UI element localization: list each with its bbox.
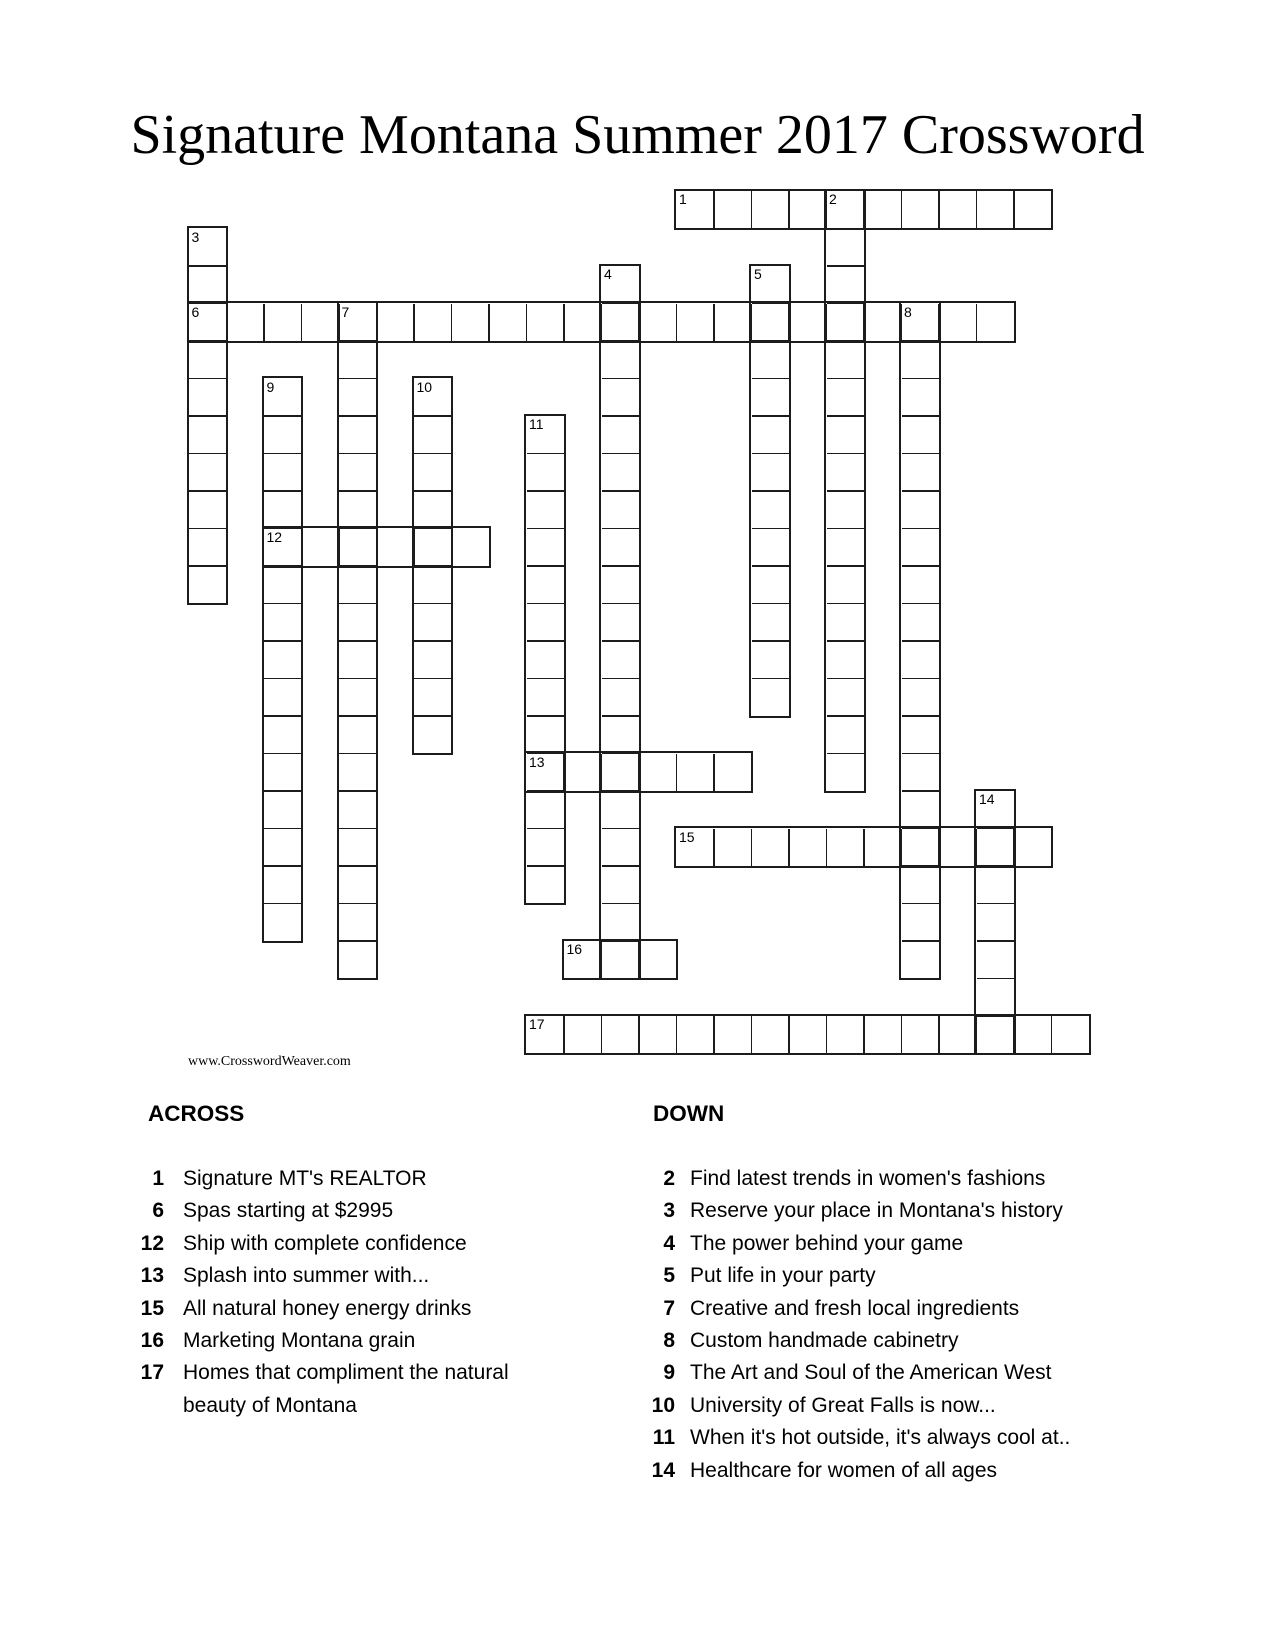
page-title: Signature Montana Summer 2017 Crossword (130, 104, 1145, 166)
cell-border (413, 304, 415, 342)
cell-border (414, 453, 452, 455)
clue-text: Spas starting at $2995 (183, 1199, 394, 1223)
cell-border (713, 754, 715, 792)
cell-border (189, 265, 227, 267)
word-outline-9-down (262, 376, 304, 943)
cell-border (827, 340, 865, 342)
cell-border (602, 903, 640, 905)
cell-border (788, 1016, 790, 1054)
cell-border (676, 754, 678, 792)
cell-border (264, 565, 302, 567)
cell-border (602, 415, 640, 417)
cell-border (902, 565, 940, 567)
cell-border (264, 790, 302, 792)
cell-border (339, 565, 377, 567)
across-clue-15 (130, 1293, 550, 1325)
cell-border (826, 1016, 828, 1054)
cell-border (602, 865, 640, 867)
across-heading: ACROSS (148, 1101, 245, 1126)
down-clue-2 (641, 1163, 1171, 1195)
cell-border (751, 191, 753, 229)
cell-border (902, 640, 940, 642)
cell-border (902, 415, 940, 417)
cell-border (902, 940, 940, 942)
cell-number-7: 7 (341, 303, 350, 320)
cell-border (527, 678, 565, 680)
cell-border (752, 378, 790, 380)
clue-text: Homes that compliment the natural beauty of Montana (183, 1361, 509, 1417)
cell-border (902, 340, 940, 342)
cell-border (827, 565, 865, 567)
cell-border (827, 640, 865, 642)
cell-border (902, 753, 940, 755)
cell-border (602, 565, 640, 567)
down-clue-10 (641, 1390, 1171, 1422)
across-clue-list (130, 1163, 550, 1422)
across-clue-6 (130, 1195, 550, 1227)
down-clue-4 (641, 1228, 1171, 1260)
cell-border (602, 453, 640, 455)
clue-text: All natural honey energy drinks (183, 1296, 472, 1320)
cell-border (527, 828, 565, 830)
across-clue-1 (130, 1163, 550, 1195)
cell-number-12: 12 (266, 528, 283, 545)
cell-border (339, 715, 377, 717)
cell-border (189, 490, 227, 492)
cell-number-8: 8 (904, 303, 912, 320)
cell-border (752, 303, 790, 305)
cell-border (339, 490, 377, 492)
cell-border (901, 191, 903, 229)
clue-number: 12 (140, 1231, 164, 1255)
cell-border (602, 603, 640, 605)
cell-border (602, 340, 640, 342)
cell-border (976, 304, 978, 342)
cell-border (752, 340, 790, 342)
cell-border (602, 303, 640, 305)
down-clue-14 (641, 1455, 1171, 1487)
cell-border (339, 453, 377, 455)
cell-border (788, 191, 790, 229)
cell-border (827, 228, 865, 230)
cell-border (752, 678, 790, 680)
cell-border (977, 828, 1015, 830)
cell-border (752, 415, 790, 417)
cell-border (751, 1016, 753, 1054)
cell-border (527, 453, 565, 455)
cell-border (339, 340, 377, 342)
cell-border (827, 453, 865, 455)
down-clue-11 (641, 1422, 1171, 1454)
clue-number: 5 (663, 1264, 675, 1288)
cell-border (752, 565, 790, 567)
cell-border (902, 453, 940, 455)
cell-number-11: 11 (529, 416, 544, 432)
clue-text: Healthcare for women of all ages (690, 1458, 997, 1482)
cell-border (902, 528, 940, 530)
cell-border (264, 753, 302, 755)
cell-border (189, 340, 227, 342)
cell-border (902, 378, 940, 380)
cell-border (938, 191, 940, 229)
cell-border (264, 453, 302, 455)
clue-text: Splash into summer with... (183, 1264, 430, 1288)
cell-border (189, 565, 227, 567)
across-clue-12 (130, 1228, 550, 1260)
cell-number-15: 15 (679, 828, 695, 845)
clue-number: 6 (152, 1199, 164, 1223)
cell-border (339, 528, 377, 530)
cell-border (488, 304, 490, 342)
cell-border (339, 903, 377, 905)
cell-border (752, 528, 790, 530)
cell-border (863, 829, 865, 867)
cell-border (563, 304, 565, 342)
cell-border (752, 490, 790, 492)
cell-border (902, 678, 940, 680)
clue-text: The power behind your game (690, 1231, 964, 1255)
cell-border (713, 829, 715, 867)
cell-number-5: 5 (754, 266, 762, 282)
cell-number-1: 1 (679, 191, 687, 207)
cell-border (902, 603, 940, 605)
cell-border (339, 753, 377, 755)
cell-border (339, 678, 377, 680)
clue-text: When it's hot outside, it's always cool at.. (690, 1426, 1071, 1450)
cell-border (602, 715, 640, 717)
cell-border (264, 490, 302, 492)
clue-number: 3 (663, 1199, 675, 1223)
down-clue-8 (641, 1325, 1171, 1357)
cell-border (902, 828, 940, 830)
down-clue-9 (641, 1357, 1171, 1389)
cell-border (827, 378, 865, 380)
clue-number: 15 (140, 1296, 164, 1320)
clue-text: Marketing Montana grain (183, 1329, 416, 1353)
clue-text: Put life in your party (690, 1264, 876, 1288)
cell-border (827, 603, 865, 605)
cell-border (414, 715, 452, 717)
word-outline-4-down (599, 264, 641, 981)
clue-text: Custom handmade cabinetry (690, 1329, 959, 1353)
cell-number-9: 9 (266, 378, 275, 395)
cell-border (264, 678, 302, 680)
cell-border (676, 1016, 678, 1054)
cell-border (527, 565, 565, 567)
cell-border (264, 603, 302, 605)
cell-border (752, 603, 790, 605)
cell-number-14: 14 (979, 791, 995, 807)
cell-border (863, 1016, 865, 1054)
cell-border (602, 490, 640, 492)
cell-number-6: 6 (191, 303, 200, 320)
down-heading: DOWN (653, 1101, 725, 1126)
cell-border (264, 903, 302, 905)
cell-border (527, 715, 565, 717)
cell-border (827, 265, 865, 267)
clue-number: 16 (140, 1329, 164, 1353)
cell-border (827, 528, 865, 530)
cell-number-3: 3 (191, 228, 200, 245)
cell-border (339, 603, 377, 605)
clue-text: The Art and Soul of the American West (690, 1361, 1052, 1385)
cell-border (713, 1016, 715, 1054)
cell-border (938, 1016, 940, 1054)
cell-border (977, 978, 1015, 980)
cell-border (977, 865, 1015, 867)
cell-border (1051, 1016, 1053, 1054)
cell-border (301, 304, 303, 342)
clue-number: 7 (663, 1296, 675, 1320)
cell-border (189, 528, 227, 530)
across-clue-17 (130, 1357, 550, 1422)
cell-border (264, 415, 302, 417)
cell-border (977, 940, 1015, 942)
cell-border (563, 1016, 565, 1054)
cell-border (263, 304, 265, 342)
cell-border (602, 640, 640, 642)
cell-border (602, 828, 640, 830)
cell-border (601, 1016, 603, 1054)
clue-number: 4 (663, 1231, 675, 1255)
clue-number: 11 (652, 1426, 675, 1450)
cell-border (602, 378, 640, 380)
cell-border (339, 640, 377, 642)
cell-number-10: 10 (416, 378, 433, 395)
cell-border (713, 304, 715, 342)
cell-border (264, 640, 302, 642)
cell-border (339, 790, 377, 792)
cell-border (602, 678, 640, 680)
cell-border (827, 303, 865, 305)
cell-border (902, 790, 940, 792)
cell-border (827, 753, 865, 755)
cell-border (189, 415, 227, 417)
cell-border (414, 640, 452, 642)
cell-border (827, 715, 865, 717)
cell-number-2: 2 (829, 191, 837, 207)
cell-border (902, 865, 940, 867)
cell-border (189, 378, 227, 380)
cell-border (339, 828, 377, 830)
cell-border (527, 865, 565, 867)
cell-border (339, 940, 377, 942)
clue-number: 2 (663, 1167, 675, 1190)
cell-border (977, 903, 1015, 905)
cell-number-13: 13 (529, 753, 545, 770)
cell-border (751, 829, 753, 867)
cell-border (902, 903, 940, 905)
cell-border (901, 1016, 903, 1054)
cell-border (788, 829, 790, 867)
cell-border (264, 715, 302, 717)
footer-url: www.CrosswordWeaver.com (188, 1054, 351, 1069)
cell-number-17: 17 (529, 1016, 545, 1032)
cell-border (414, 415, 452, 417)
clue-number: 1 (152, 1167, 164, 1190)
cell-border (527, 528, 565, 530)
cell-border (602, 528, 640, 530)
cell-border (414, 603, 452, 605)
cell-border (827, 415, 865, 417)
cell-border (339, 378, 377, 380)
cell-border (827, 678, 865, 680)
word-outline-11-down (524, 414, 566, 906)
clue-number: 10 (651, 1393, 675, 1417)
down-clue-3 (641, 1195, 1171, 1227)
cell-border (902, 715, 940, 717)
cell-number-4: 4 (604, 266, 612, 282)
cell-border (977, 1015, 1015, 1017)
down-clue-5 (641, 1260, 1171, 1292)
cell-border (451, 304, 453, 342)
cell-border (264, 865, 302, 867)
cell-border (414, 490, 452, 492)
cell-border (602, 790, 640, 792)
clue-number: 13 (140, 1264, 164, 1288)
cell-border (414, 565, 452, 567)
cell-border (976, 191, 978, 229)
across-clue-13 (130, 1260, 550, 1292)
cell-border (902, 490, 940, 492)
cell-border (713, 191, 715, 229)
clue-number: 14 (651, 1458, 675, 1482)
clue-text: Signature MT's REALTOR (183, 1167, 427, 1190)
cell-border (602, 753, 640, 755)
cell-border (339, 865, 377, 867)
cell-border (527, 490, 565, 492)
clue-number: 17 (140, 1361, 164, 1385)
cell-border (527, 640, 565, 642)
clue-text: University of Great Falls is now... (690, 1393, 996, 1417)
cell-border (527, 603, 565, 605)
cell-border (752, 640, 790, 642)
cell-border (414, 528, 452, 530)
cell-number-16: 16 (566, 941, 583, 957)
clue-text: Ship with complete confidence (183, 1231, 467, 1255)
cell-border (676, 304, 678, 342)
cell-border (264, 828, 302, 830)
clue-number: 8 (663, 1329, 675, 1353)
cell-border (339, 415, 377, 417)
cell-border (526, 304, 528, 342)
cell-border (527, 790, 565, 792)
clue-text: Find latest trends in women's fashions (690, 1167, 1046, 1190)
cell-border (414, 678, 452, 680)
cell-border (826, 829, 828, 867)
cell-border (752, 453, 790, 455)
clue-text: Reserve your place in Montana's history (690, 1199, 1063, 1223)
cell-border (638, 1016, 640, 1054)
clue-text: Creative and fresh local ingredients (690, 1296, 1020, 1320)
cell-border (1013, 191, 1015, 229)
clue-number: 9 (663, 1361, 675, 1385)
down-clue-list (641, 1163, 1171, 1487)
cell-border (189, 453, 227, 455)
across-clue-16 (130, 1325, 550, 1357)
cell-border (602, 940, 640, 942)
down-clue-7 (641, 1293, 1171, 1325)
cell-border (827, 490, 865, 492)
